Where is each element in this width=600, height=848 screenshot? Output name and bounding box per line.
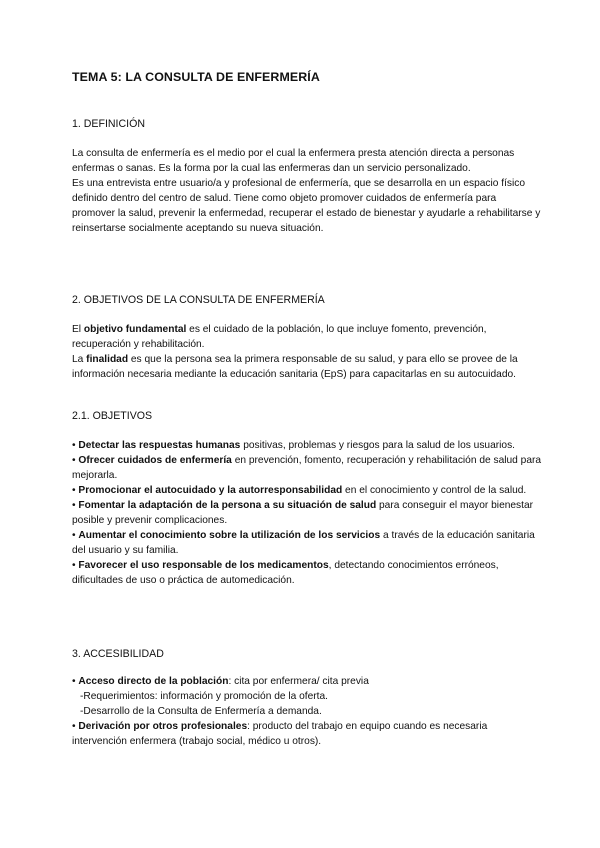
list-item-bold: Favorecer el uso responsable de los medicamentos — [78, 560, 329, 571]
section-heading-objetivos: 2. OBJETIVOS DE LA CONSULTA DE ENFERMERÍA — [72, 294, 325, 306]
bullet: • — [72, 500, 79, 511]
section-heading-accesibilidad: 3. ACCESIBILIDAD — [72, 648, 164, 660]
list-item — [72, 485, 526, 496]
list-item-bold: Ofrecer cuidados de enfermería — [78, 455, 232, 466]
list-item-text: en prevención, fomento, recuperación y rehabilitación de salud para mejorarla. — [72, 455, 542, 481]
sub-item-requerimientos: -Requerimientos: información y promoción de la oferta. — [80, 691, 329, 702]
list-item-text: : cita por enfermera/ cita previa — [228, 676, 369, 687]
objetivos-list — [72, 438, 542, 588]
list-item — [72, 676, 369, 687]
bullet: • — [72, 721, 79, 732]
finalidad-post: es que la persona sea la primera responsable de su salud, y para ello se provee de la información necesaria mediante la educación sanitaria (EpS) para capacitarlas en su autocuidado. — [72, 354, 518, 380]
list-item — [72, 440, 515, 451]
objetivos-paragraph — [72, 322, 542, 382]
bullet: • — [72, 440, 79, 451]
definicion-text-2: Es una entrevista entre usuario/a y profesional de enfermería, que se desarrolla en un espacio físico definido dentro del centro de salud. Tiene como objeto promover cuidados de enfermería para promover la salud, prevenir la enfermedad, recuperar el estado de bienestar y ayudarle a rehabilitarse y reinsertarse socialmente aceptando su nueva situación. — [72, 178, 541, 234]
finalidad-bold: finalidad — [86, 354, 129, 365]
list-item — [72, 455, 541, 481]
objetivo-pre: El — [72, 324, 84, 335]
list-item-bold: Derivación por otros profesionales — [78, 721, 248, 732]
bullet: • — [72, 530, 79, 541]
list-item-text: para conseguir el mayor bienestar posible y prevenir complicaciones. — [72, 500, 534, 526]
sub-item-desarrollo: -Desarrollo de la Consulta de Enfermería a demanda. — [80, 706, 322, 717]
list-item — [72, 500, 533, 526]
section-heading-objetivos-lista: 2.1. OBJETIVOS — [72, 410, 153, 422]
bullet: • — [72, 560, 79, 571]
list-item — [72, 560, 499, 586]
definicion-paragraph-1 — [72, 146, 542, 236]
section-heading-definicion: 1. DEFINICIÓN — [72, 118, 145, 130]
list-item-text: , detectando conocimientos erróneos, dificultades de uso o práctica de automedicación. — [72, 560, 499, 586]
objetivo-post: es el cuidado de la población, lo que incluye fomento, prevención, recuperación y rehabilitación. — [72, 324, 487, 350]
list-item-text: a través de la educación sanitaria del usuario y su familia. — [72, 530, 535, 556]
list-item-text: : producto del trabajo en equipo cuando es necesaria intervención enfermera (trabajo social, médico u otros). — [72, 721, 488, 747]
bullet: • — [72, 485, 79, 496]
list-item — [72, 530, 535, 556]
list-item-text: en el conocimiento y control de la salud. — [342, 485, 527, 496]
finalidad-pre: La — [72, 354, 87, 365]
accesibilidad-list — [72, 674, 542, 749]
objetivo-bold: objetivo fundamental — [83, 324, 187, 335]
list-item-bold: Aumentar el conocimiento sobre la utilización de los servicios — [78, 530, 381, 541]
page-title: TEMA 5: LA CONSULTA DE ENFERMERÍA — [72, 70, 320, 84]
list-item — [72, 721, 487, 747]
list-item-bold: Promocionar el autocuidado y la autorresponsabilidad — [78, 485, 343, 496]
list-item-bold: Fomentar la adaptación de la persona a su situación de salud — [78, 500, 377, 511]
definicion-text-1: La consulta de enfermería es el medio por el cual la enfermera presta atención directa a personas enfermas o sanas. Es la forma por la cual las enfermeras dan un servicio personalizado. — [72, 148, 515, 174]
bullet: • — [72, 455, 79, 466]
list-item-bold: Acceso directo de la población — [78, 676, 229, 687]
list-item-bold: Detectar las respuestas humanas — [78, 440, 241, 451]
bullet: • — [72, 676, 79, 687]
list-item-text: positivas, problemas y riesgos para la salud de los usuarios. — [240, 440, 515, 451]
